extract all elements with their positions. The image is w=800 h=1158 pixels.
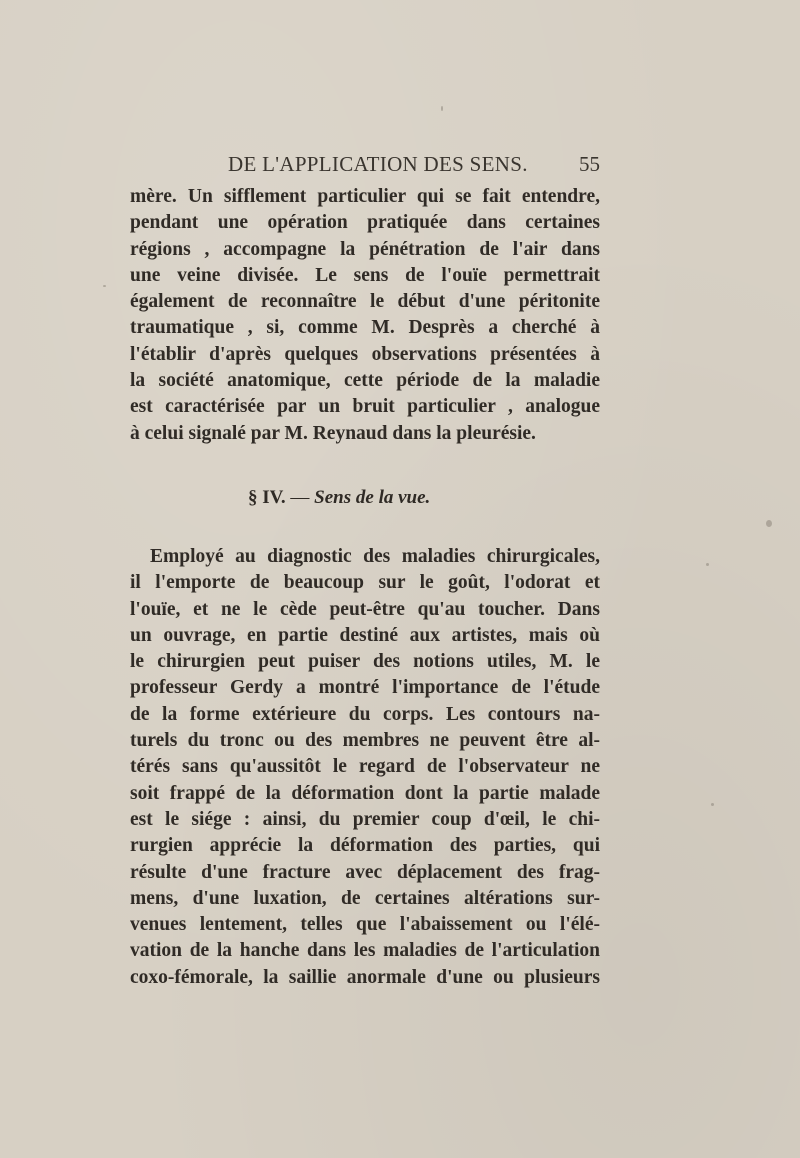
text-line: la société anatomique, cette période de la maladie [130, 370, 600, 392]
text-line: l'ouïe, et ne le cède peut-être qu'au toucher. Dans [130, 598, 600, 620]
text-line: il l'emporte de beaucoup sur le goût, l'odorat et [130, 572, 600, 594]
paper-speck [711, 803, 714, 806]
text-line: vation de la hanche dans les maladies de l'articulation [130, 940, 600, 962]
section-heading [248, 487, 508, 517]
text-line: pendant une opération pratiquée dans certaines [130, 212, 600, 234]
text-line: Employé au diagnostic des maladies chirurgicales, [150, 546, 600, 567]
text-line: à celui signalé par M. Reynaud dans la pleurésie. [130, 422, 536, 444]
paper-speck [103, 285, 106, 287]
text-line: mère. Un sifflement particulier qui se fait entendre, [130, 186, 600, 207]
page-number: 55 [579, 152, 600, 176]
section-number: § IV. [248, 487, 286, 508]
text-line: turels du tronc ou des membres ne peuvent être al- [130, 730, 600, 752]
text-line: soit frappé de la déformation dont la partie malade [130, 782, 600, 804]
text-line: rurgien apprécie la déformation des parties, qui [130, 835, 600, 857]
text-line: coxo-fémorale, la saillie anormale d'une ou plusieurs [130, 966, 600, 988]
text-line: résulte d'une fracture avec déplacement des frag- [130, 861, 600, 883]
running-title: DE L'APPLICATION DES SENS. [228, 152, 528, 176]
paragraph-1 [130, 184, 600, 447]
text-line: une veine divisée. Le sens de l'ouïe permettrait [130, 264, 600, 286]
section-dash: — [285, 487, 315, 508]
text-line: de la forme extérieure du corps. Les contours na- [130, 703, 600, 725]
text-line: également de reconnaître le début d'une péritonite [130, 291, 600, 313]
text-line: un ouvrage, en partie destiné aux artistes, mais où [130, 624, 600, 646]
paper-speck [766, 520, 772, 527]
text-line: venues lentement, telles que l'abaissement ou l'élé- [130, 914, 600, 936]
paper-speck [706, 563, 709, 566]
text-line: l'établir d'après quelques observations présentées à [130, 343, 600, 365]
text-line: est caractérisée par un bruit particulier , analogue [130, 396, 600, 418]
text-line: le chirurgien peut puiser des notions utiles, M. le [130, 651, 600, 673]
text-line: térés sans qu'aussitôt le regard de l'observateur ne [130, 756, 600, 778]
text-line: régions , accompagne la pénétration de l'air dans [130, 238, 600, 260]
section-title: Sens de la vue. [314, 487, 431, 508]
text-line: mens, d'une luxation, de certaines altérations sur- [130, 887, 600, 909]
running-head [228, 152, 600, 180]
paragraph-2 [130, 544, 600, 991]
text-line: traumatique , si, comme M. Desprès a cherché à [130, 317, 600, 339]
paper-speck [441, 106, 443, 111]
text-line: professeur Gerdy a montré l'importance de l'étude [130, 677, 600, 699]
text-line: est le siége : ainsi, du premier coup d'œil, le chi- [130, 808, 600, 830]
